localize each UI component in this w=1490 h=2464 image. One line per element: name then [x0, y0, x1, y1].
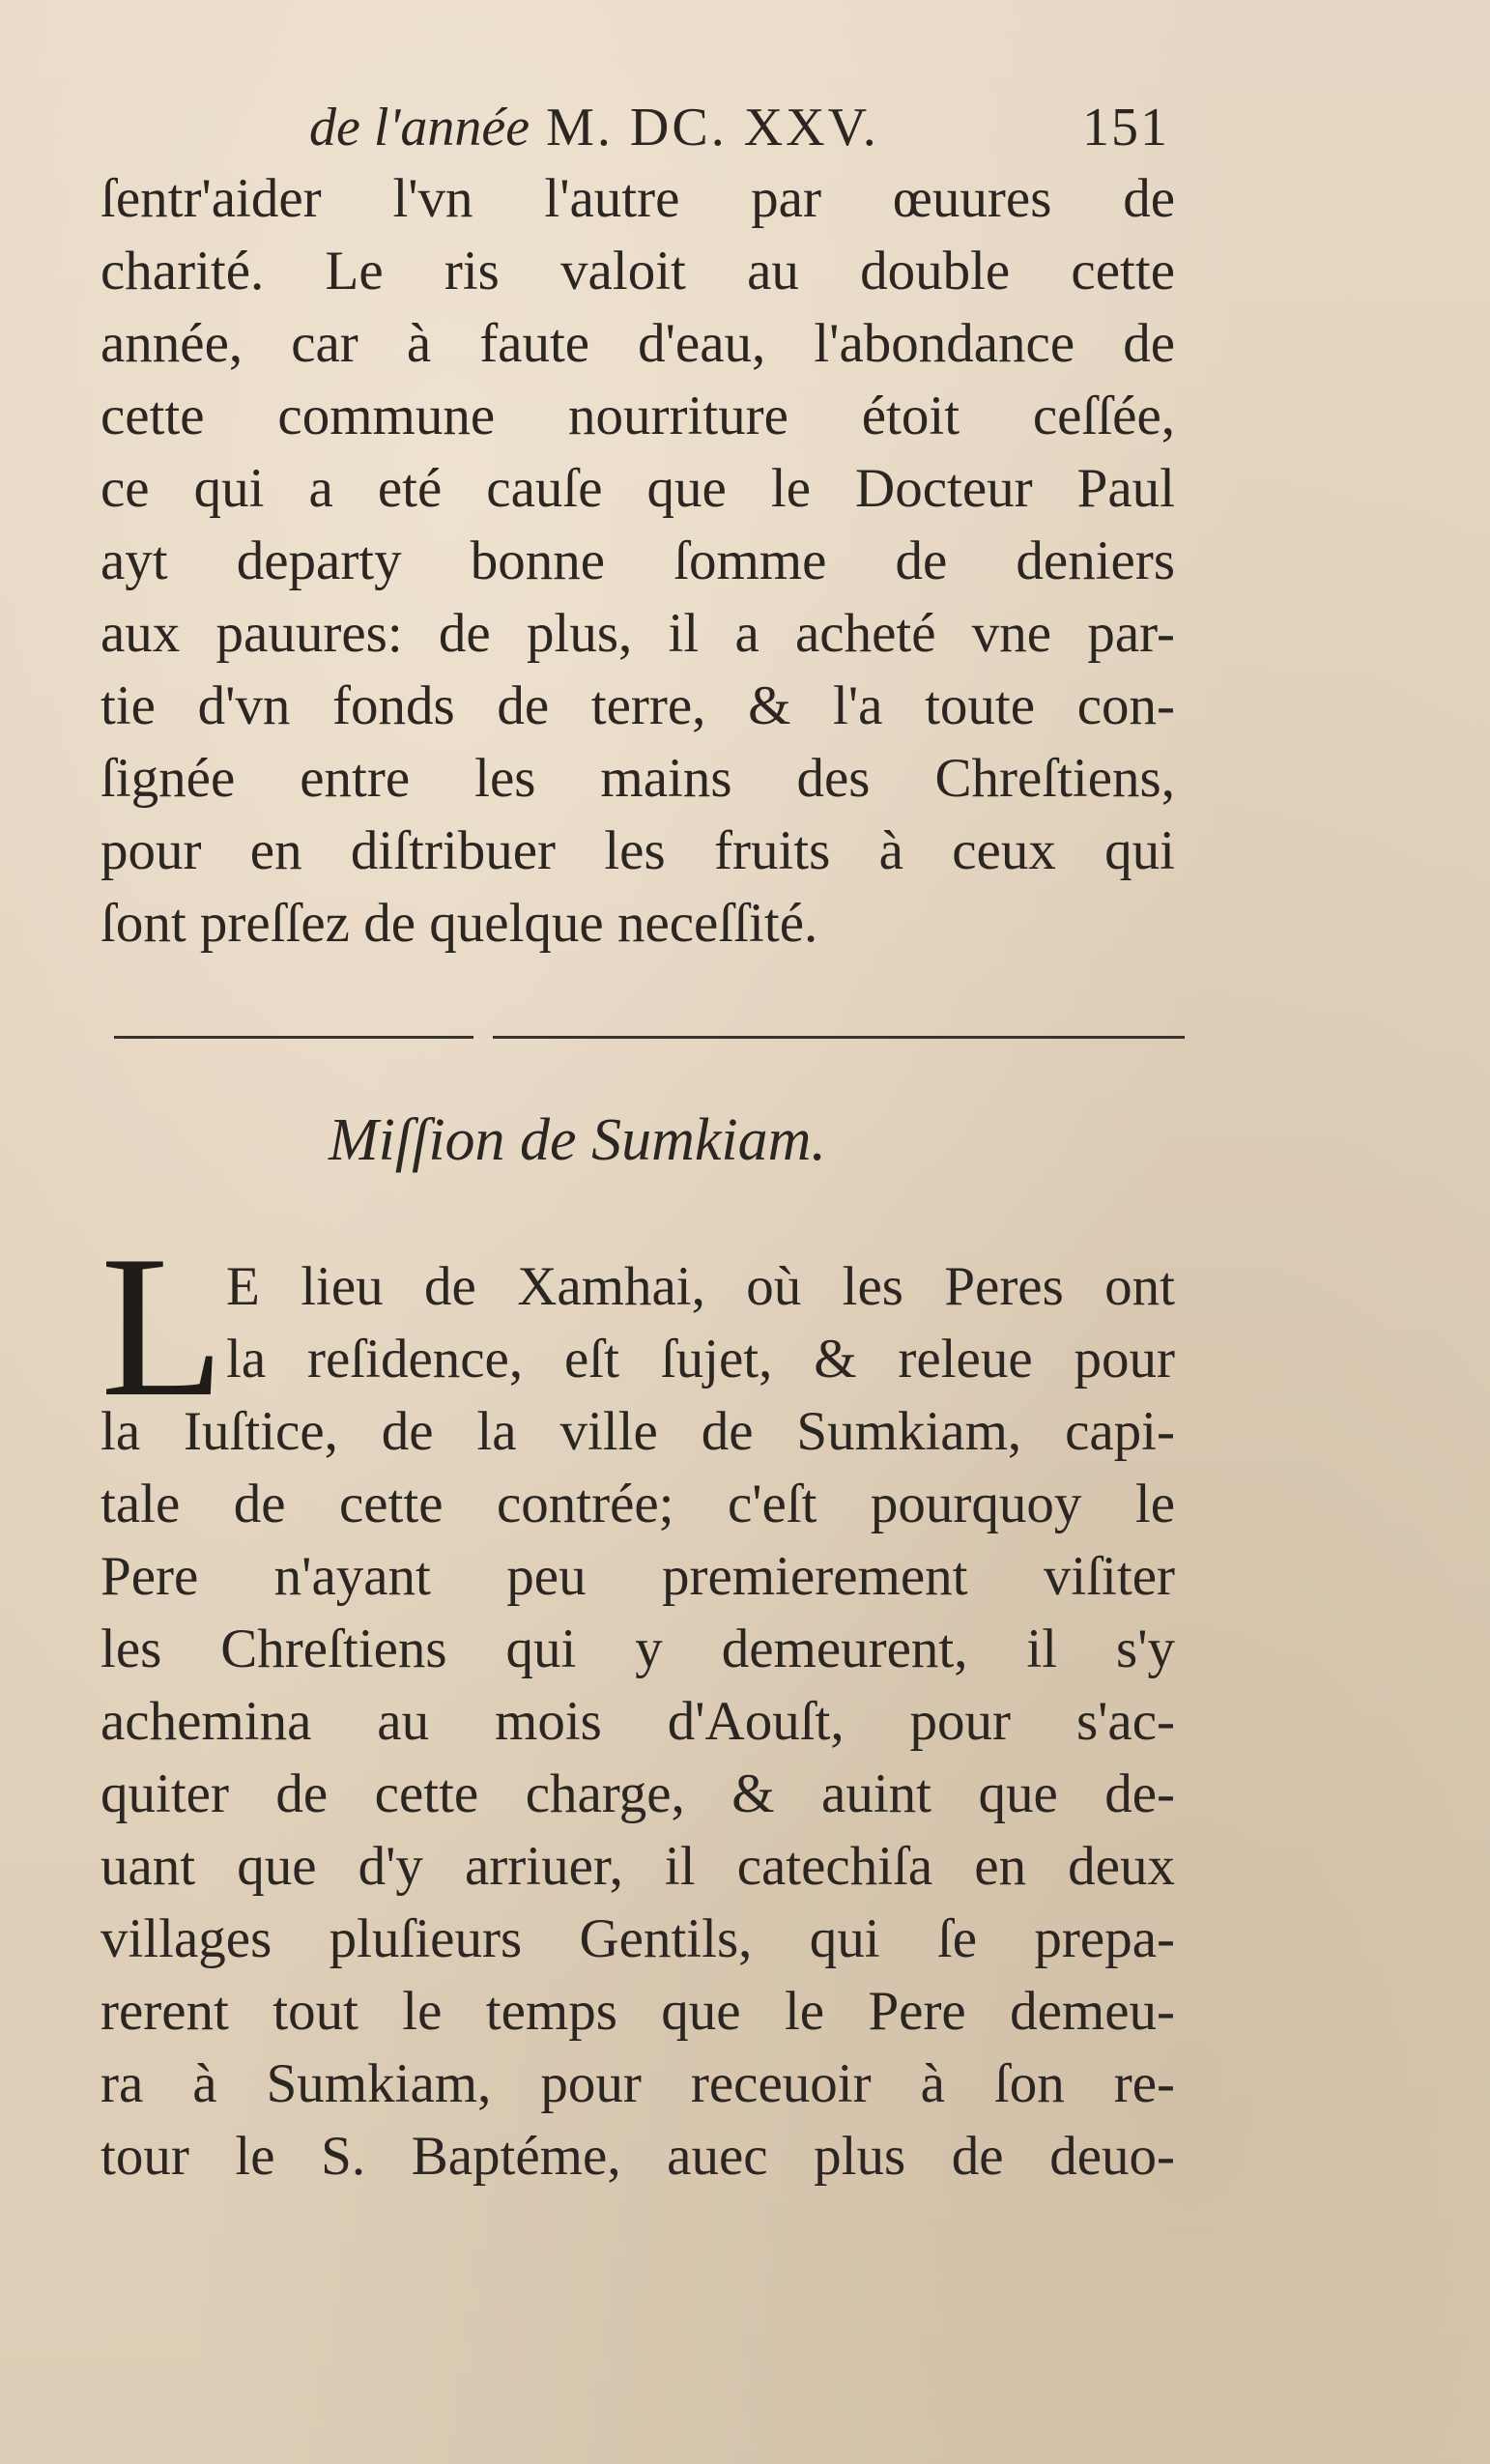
section-divider-left: [114, 1036, 473, 1039]
drop-cap-lines: [226, 1250, 1175, 1395]
running-title-year: M. DC. XXV.: [546, 98, 879, 158]
text-line: villages pluſieurs Gentils, qui ſe prepa-: [100, 1908, 1175, 1969]
text-line: pour en diſtribuer les fruits à ceux qui: [100, 820, 1175, 881]
text-line: ſont preſſez de quelque neceſſité.: [100, 893, 818, 954]
section-divider-right: [493, 1036, 1185, 1039]
paragraph-one: [100, 162, 1175, 960]
page-number: 151: [1082, 98, 1169, 158]
text-line: la Iuſtice, de la ville de Sumkiam, capi-: [100, 1401, 1175, 1462]
text-line: les Chreſtiens qui y demeurent, il s'y: [100, 1619, 1175, 1679]
paragraph-two: [100, 1395, 1175, 2192]
text-line: tie d'vn fonds de terre, & l'a toute con-: [100, 675, 1175, 736]
text-line: ayt departy bonne ſomme de deniers: [100, 530, 1175, 591]
text-line: ce qui a eté cauſe que le Docteur Paul: [100, 458, 1175, 519]
text-line: tour le S. Baptéme, auec plus de deuo-: [100, 2126, 1175, 2187]
section-heading: Miſſion de Sumkiam.: [329, 1107, 826, 1173]
text-line: E lieu de Xamhai, où les Peres ont: [226, 1256, 1175, 1317]
text-line: charité. Le ris valoit au double cette: [100, 241, 1175, 301]
page-header: [309, 89, 1169, 166]
text-line: Pere n'ayant peu premierement viſiter: [100, 1546, 1175, 1607]
text-line: aux pauures: de plus, il a acheté vne par-: [100, 603, 1175, 664]
text-line: quiter de cette charge, & auint que de-: [100, 1763, 1175, 1824]
text-line: ra à Sumkiam, pour receuoir à ſon re-: [100, 2053, 1175, 2114]
text-line: ſignée entre les mains des Chreſtiens,: [100, 748, 1175, 809]
text-line: achemina au mois d'Aouſt, pour s'ac-: [100, 1691, 1175, 1752]
running-title: [309, 89, 879, 166]
text-line: cette commune nourriture étoit ceſſée,: [100, 386, 1175, 446]
text-line: année, car à faute d'eau, l'abondance de: [100, 313, 1175, 374]
drop-cap: L: [100, 1215, 225, 1439]
text-line: ſentr'aider l'vn l'autre par œuures de: [100, 168, 1175, 229]
text-line: rerent tout le temps que le Pere demeu-: [100, 1981, 1175, 2042]
running-title-italic: de l'année: [309, 98, 530, 158]
text-line: uant que d'y arriuer, il catechiſa en deux: [100, 1836, 1175, 1897]
text-line: la reſidence, eſt ſujet, & releue pour: [226, 1329, 1175, 1390]
text-line: tale de cette contrée; c'eſt pourquoy le: [100, 1474, 1175, 1534]
